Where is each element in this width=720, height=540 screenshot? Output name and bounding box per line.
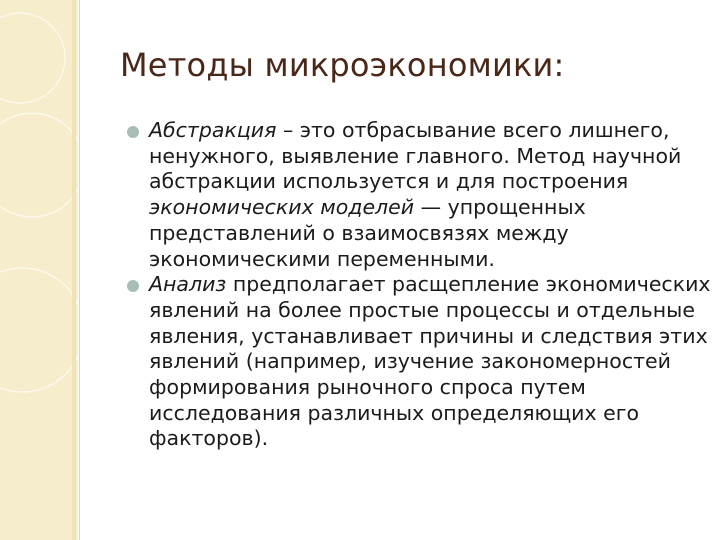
bullet-text: предполагает расщепление экономических явлений на более простые процессы и отдельные явления, устанавливает причины и следствия этих явлений (например, изучение закономерностей формирования рыночного спроса путем исследования различных определяющих его факторов). <box>149 272 711 451</box>
decorative-stripe <box>72 0 76 540</box>
bullet-text: — упрощенных представлений о взаимосвязях между экономическими переменными. <box>149 195 586 271</box>
bullet-icon <box>127 126 139 138</box>
bullet-icon <box>127 280 139 292</box>
bullet-item-analysis <box>127 272 712 452</box>
bullet-item-abstraction <box>127 118 712 272</box>
decorative-side-panel <box>0 0 78 540</box>
decorative-divider <box>79 0 80 540</box>
bullet-term: Абстракция <box>149 118 277 142</box>
slide-title: Методы микроэкономики: <box>120 46 565 84</box>
bullet-term: Анализ <box>149 272 227 297</box>
bullet-list <box>127 118 712 452</box>
decorative-circles <box>0 0 78 540</box>
bullet-text: – это отбрасывание всего лишнего, ненужного, выявление главного. Метод научной абстракции используется и для построения <box>149 118 682 194</box>
bullet-emphasis: экономических моделей <box>149 195 415 220</box>
